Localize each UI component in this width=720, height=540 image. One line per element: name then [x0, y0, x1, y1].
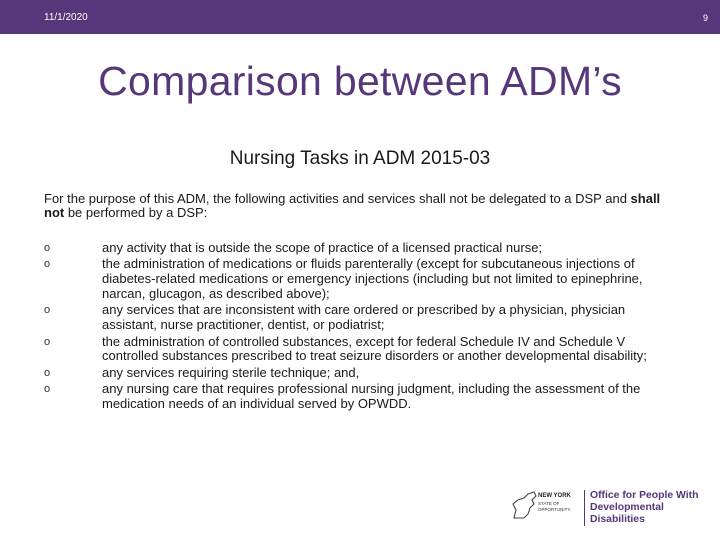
bullet-icon: o	[44, 258, 51, 271]
bullet-icon: o	[44, 304, 51, 317]
list-item	[44, 382, 674, 412]
list-item	[44, 366, 674, 381]
list-item	[44, 303, 674, 333]
bullet-icon: o	[44, 383, 51, 396]
new-york-state-logo-icon	[510, 488, 580, 522]
bullet-icon: o	[44, 335, 51, 348]
slide-subtitle: Nursing Tasks in ADM 2015-03	[229, 148, 491, 169]
list-item	[44, 257, 674, 301]
list-item-text: any nursing care that requires professional nursing judgment, including the assessment of the medication needs of an individual served by OPWDD.	[102, 381, 641, 411]
list-item-text: the administration of medications or fluids parenterally (except for subcutaneous injections of diabetes-related medications or emergency injections (including but not limited to epinephrine, narcan, glucagon, as described above);	[102, 256, 643, 301]
list-item	[44, 335, 674, 365]
list-item-text: any services that are inconsistent with care ordered or prescribed by a physician, physician assistant, nurse practitioner, dentist, or podiatrist;	[102, 302, 626, 333]
list-item-text: the administration of controlled substances, except for federal Schedule IV and Schedule V controlled substances prescribed to treat seizure disorders or another developmental disability;	[102, 333, 647, 364]
list-item	[44, 241, 674, 256]
list-item-text: any services requiring sterile technique; and,	[102, 364, 360, 380]
opwdd-logo	[510, 488, 710, 525]
slide-title: Comparison between ADM’s	[98, 58, 622, 104]
logo-opportunity: OPPORTUNITY.	[538, 507, 572, 512]
slide-date: 11/1/2020	[44, 12, 88, 23]
intro-text: For the purpose of this ADM, the following activities and services shall not be delegated to a DSP and	[44, 191, 631, 206]
agency-name-line2: Developmental Disabilities	[590, 502, 664, 525]
header-bar	[0, 0, 720, 34]
intro-text-end: be performed by a DSP:	[64, 205, 208, 220]
list-item-text: any activity that is outside the scope of practice of a licensed practical nurse;	[102, 240, 543, 255]
bullet-icon: o	[44, 366, 51, 379]
bullet-icon: o	[44, 242, 51, 254]
intro-emphasis: shall not	[44, 191, 661, 220]
logo-state-name: NEW YORK	[538, 493, 571, 499]
logo-state-of: STATE OF	[538, 501, 560, 506]
intro-paragraph	[44, 192, 674, 220]
page-number: 9	[702, 13, 708, 23]
task-list	[44, 241, 674, 413]
agency-name	[584, 490, 720, 526]
agency-name-line1: Office for People With	[590, 490, 699, 501]
